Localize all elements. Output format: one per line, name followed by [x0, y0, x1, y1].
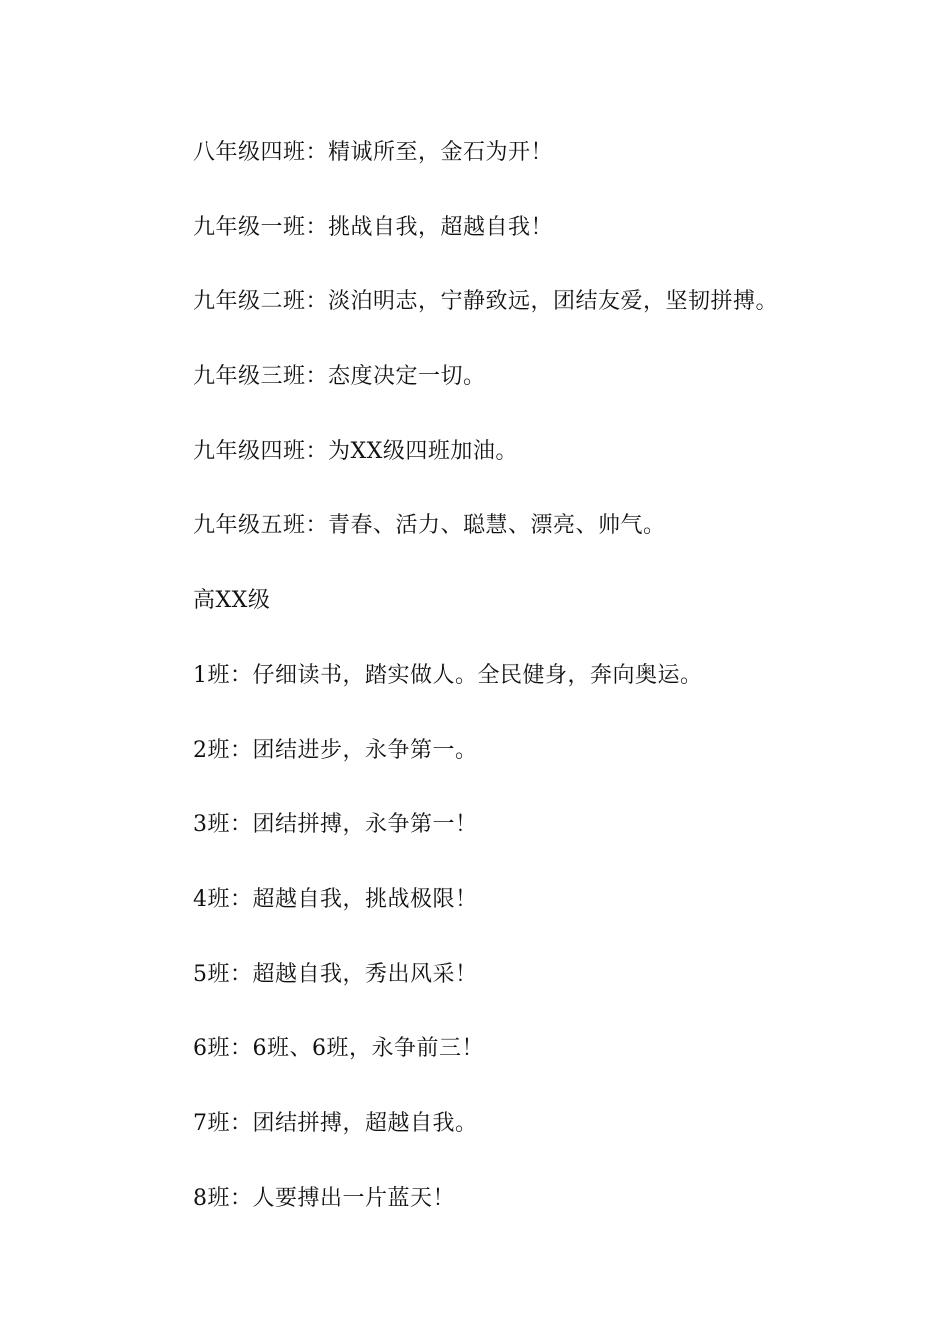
slogan-line: 九年级四班：为XX级四班加油。	[193, 438, 518, 464]
slogan-line: 2班：团结进步，永争第一。	[193, 737, 478, 763]
slogan-line: 4班：超越自我，挑战极限！	[193, 886, 478, 912]
slogan-line: 1班：仔细读书，踏实做人。全民健身，奔向奥运。	[193, 662, 703, 688]
section-heading: 高XX级	[193, 588, 271, 614]
slogan-line: 7班：团结拼搏，超越自我。	[193, 1110, 478, 1136]
slogan-list	[193, 133, 913, 1253]
slogan-line: 6班：6班、6班，永争前三！	[193, 1036, 484, 1062]
slogan-line: 八年级四班：精诚所至，金石为开！	[193, 140, 554, 165]
slogan-line: 九年级三班：态度决定一切。	[193, 364, 486, 390]
slogan-line: 5班：超越自我，秀出风采！	[193, 961, 478, 987]
slogan-line: 九年级五班：青春、活力、聪慧、漂亮、帅气。	[193, 513, 666, 539]
slogan-line: 8班：人要搏出一片蓝天！	[193, 1185, 455, 1211]
slogan-line: 九年级二班：淡泊明志，宁静致远，团结友爱，坚韧拼搏。	[193, 289, 779, 315]
slogan-line: 3班：团结拼搏，永争第一！	[193, 812, 478, 838]
slogan-line: 九年级一班：挑战自我，超越自我！	[193, 214, 554, 240]
